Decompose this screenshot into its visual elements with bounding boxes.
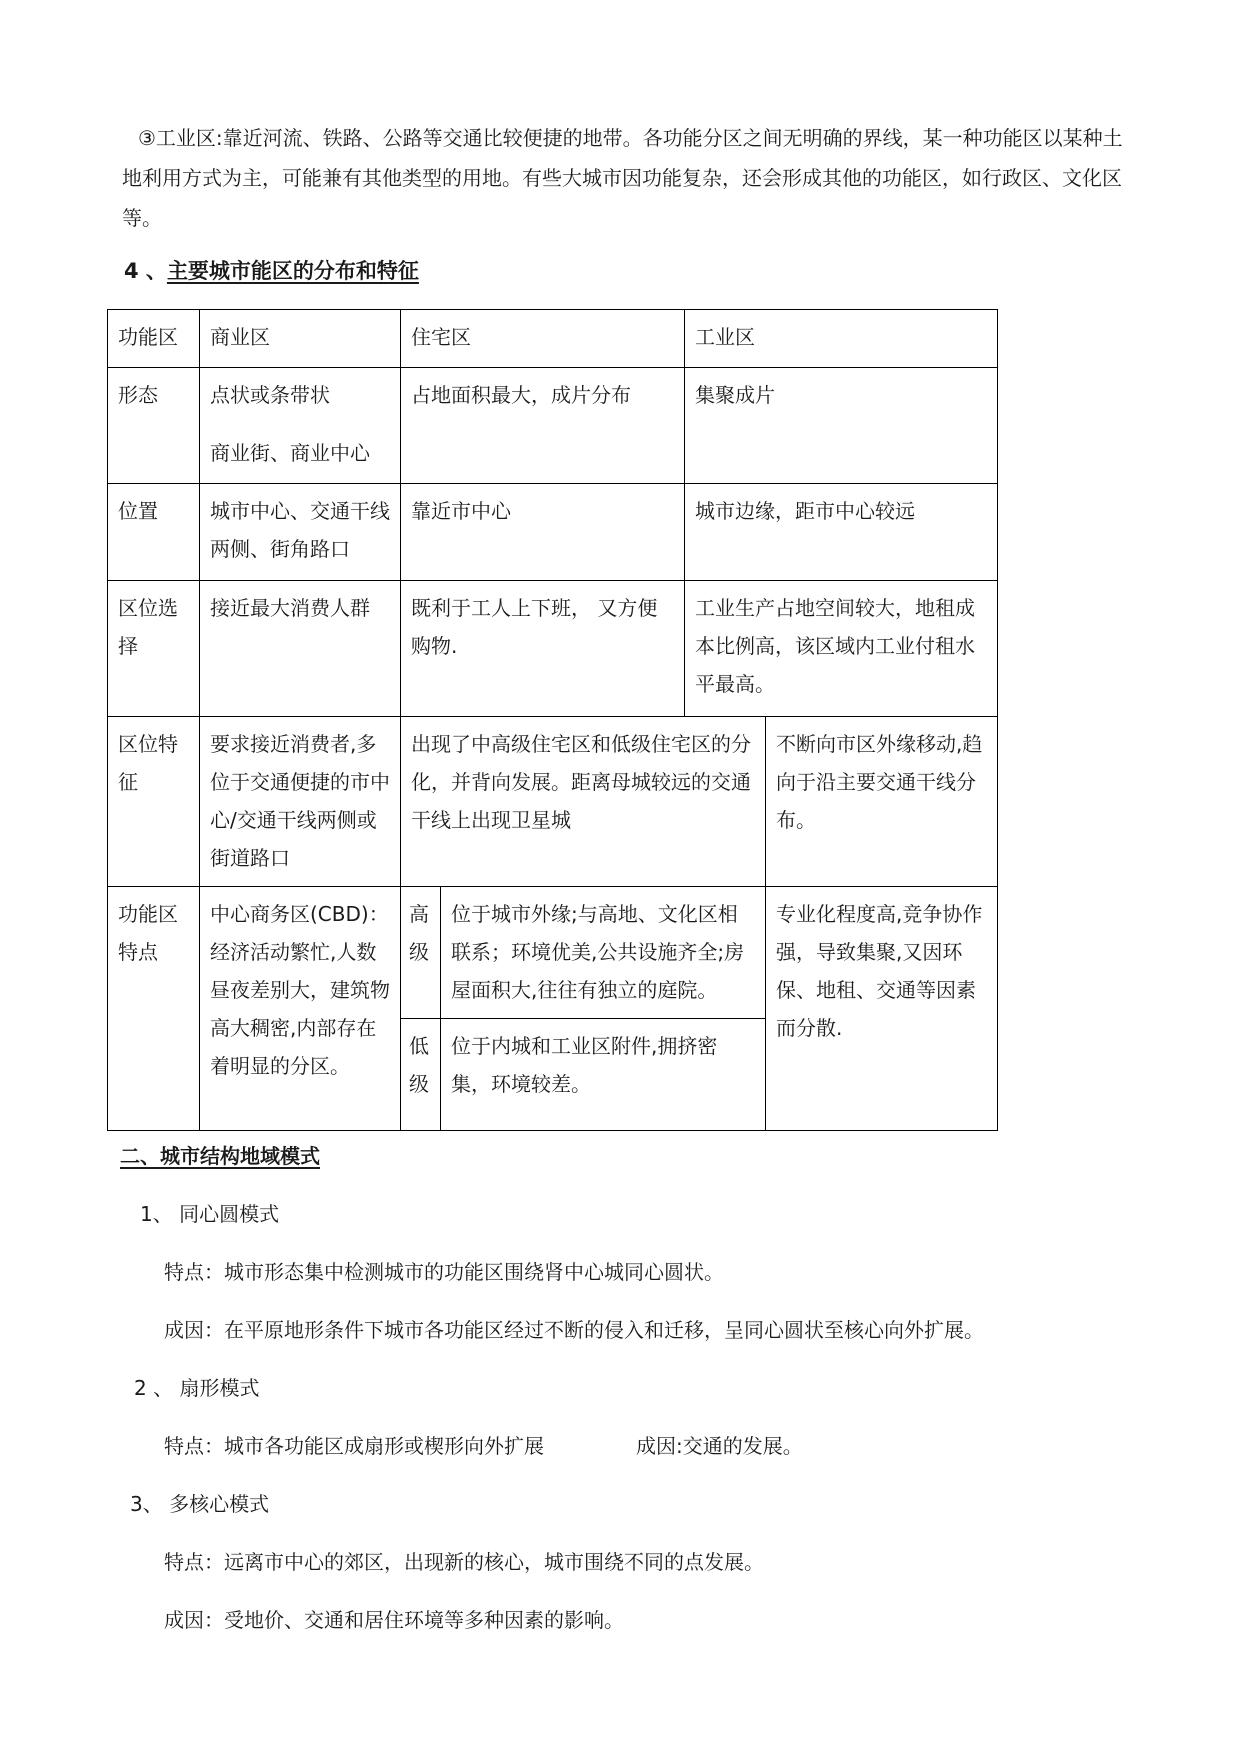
table-row — [108, 887, 998, 1019]
table-cell: 要求接近消费者,多位于交通便捷的市中心/交通干线两侧或街道路口 — [200, 717, 401, 887]
mode-1-feature: 特点：城市形态集中检测城市的功能区围绕肾中心城同心圆状。 — [164, 1260, 724, 1284]
table-row — [108, 581, 998, 717]
mode-2-feature: 特点：城市各功能区成扇形或楔形向外扩展 — [164, 1434, 544, 1458]
table-cell: 高级 — [401, 887, 441, 1019]
intro-paragraph: ③工业区:靠近河流、铁路、公路等交通比较便捷的地带。各功能分区之间无明确的界线，某一种功能区以某种土地利用方式为主，可能兼有其他类型的用地。有些大城市因功能复杂，还会形成其他的功能区，如行政区、文化区等。 — [122, 126, 1123, 230]
mode-1-cause: 成因：在平原地形条件下城市各功能区经过不断的侵入和迁移，呈同心圆状至核心向外扩展。 — [164, 1318, 984, 1342]
table-cell: 城市边缘，距市中心较远 — [685, 484, 998, 581]
table-cell: 形态 — [108, 368, 200, 484]
table-cell: 靠近市中心 — [401, 484, 685, 581]
section-heading-4 — [124, 255, 419, 285]
mode-2-title: 2 、 扇形模式 — [134, 1376, 260, 1400]
cell-line: 商业街、商业中心 — [210, 441, 370, 465]
table-cell: 商业区 — [200, 310, 401, 368]
table-cell: 功能区特点 — [108, 887, 200, 1131]
table-cell: 低级 — [401, 1019, 441, 1131]
table-cell: 中心商务区(CBD)：经济活动繁忙,人数昼夜差别大，建筑物高大稠密,内部存在着明显的分区。 — [200, 887, 401, 1131]
table-cell: 位置 — [108, 484, 200, 581]
table-cell: 工业区 — [685, 310, 998, 368]
table-cell: 区位特征 — [108, 717, 200, 887]
mode-3-title: 3、 多核心模式 — [130, 1492, 270, 1516]
table-cell: 住宅区 — [401, 310, 685, 368]
mode-3-feature: 特点：远离市中心的郊区，出现新的核心，城市围绕不同的点发展。 — [164, 1550, 764, 1574]
mode-1-title: 1、 同心圆模式 — [140, 1202, 280, 1226]
table-cell: 接近最大消费人群 — [200, 581, 401, 717]
mode-2-cause: 成因:交通的发展。 — [636, 1434, 803, 1458]
table-row — [108, 310, 998, 368]
table-row — [108, 484, 998, 581]
table-cell: 不断向市区外缘移动,趋向于沿主要交通干线分布。 — [766, 717, 998, 887]
table-cell: 占地面积最大，成片分布 — [401, 368, 685, 484]
table-cell: 既利于工人上下班， 又方便购物. — [401, 581, 685, 717]
table-cell: 集聚成片 — [685, 368, 998, 484]
cell-line: 点状或条带状 — [210, 383, 330, 407]
table-cell — [200, 368, 401, 484]
table-cell: 工业生产占地空间较大，地租成本比例高，该区域内工业付租水平最高。 — [685, 581, 998, 717]
table-cell: 城市中心、交通干线两侧、街角路口 — [200, 484, 401, 581]
table-cell: 专业化程度高,竞争协作强，导致集聚,又因环保、地租、交通等因素而分散. — [766, 887, 998, 1131]
section-2-heading: 二、城市结构地域模式 — [120, 1144, 320, 1168]
table-cell: 区位选择 — [108, 581, 200, 717]
heading-number: 4 、 — [124, 259, 167, 283]
mode-2-line — [164, 1430, 803, 1459]
table-cell: 功能区 — [108, 310, 200, 368]
mode-3-cause: 成因：受地价、交通和居住环境等多种因素的影响。 — [164, 1608, 624, 1632]
table-cell: 出现了中高级住宅区和低级住宅区的分化，并背向发展。距离母城较远的交通干线上出现卫星城 — [401, 717, 766, 887]
heading-title: 主要城市能区的分布和特征 — [166, 259, 419, 283]
function-zone-table — [107, 309, 998, 1131]
table-cell: 位于城市外缘;与高地、文化区相联系；环境优美,公共设施齐全;房屋面积大,往往有独立的庭院。 — [441, 887, 766, 1019]
table-row — [108, 368, 998, 484]
table-row — [108, 717, 998, 887]
table-cell: 位于内城和工业区附件,拥挤密集，环境较差。 — [441, 1019, 766, 1131]
